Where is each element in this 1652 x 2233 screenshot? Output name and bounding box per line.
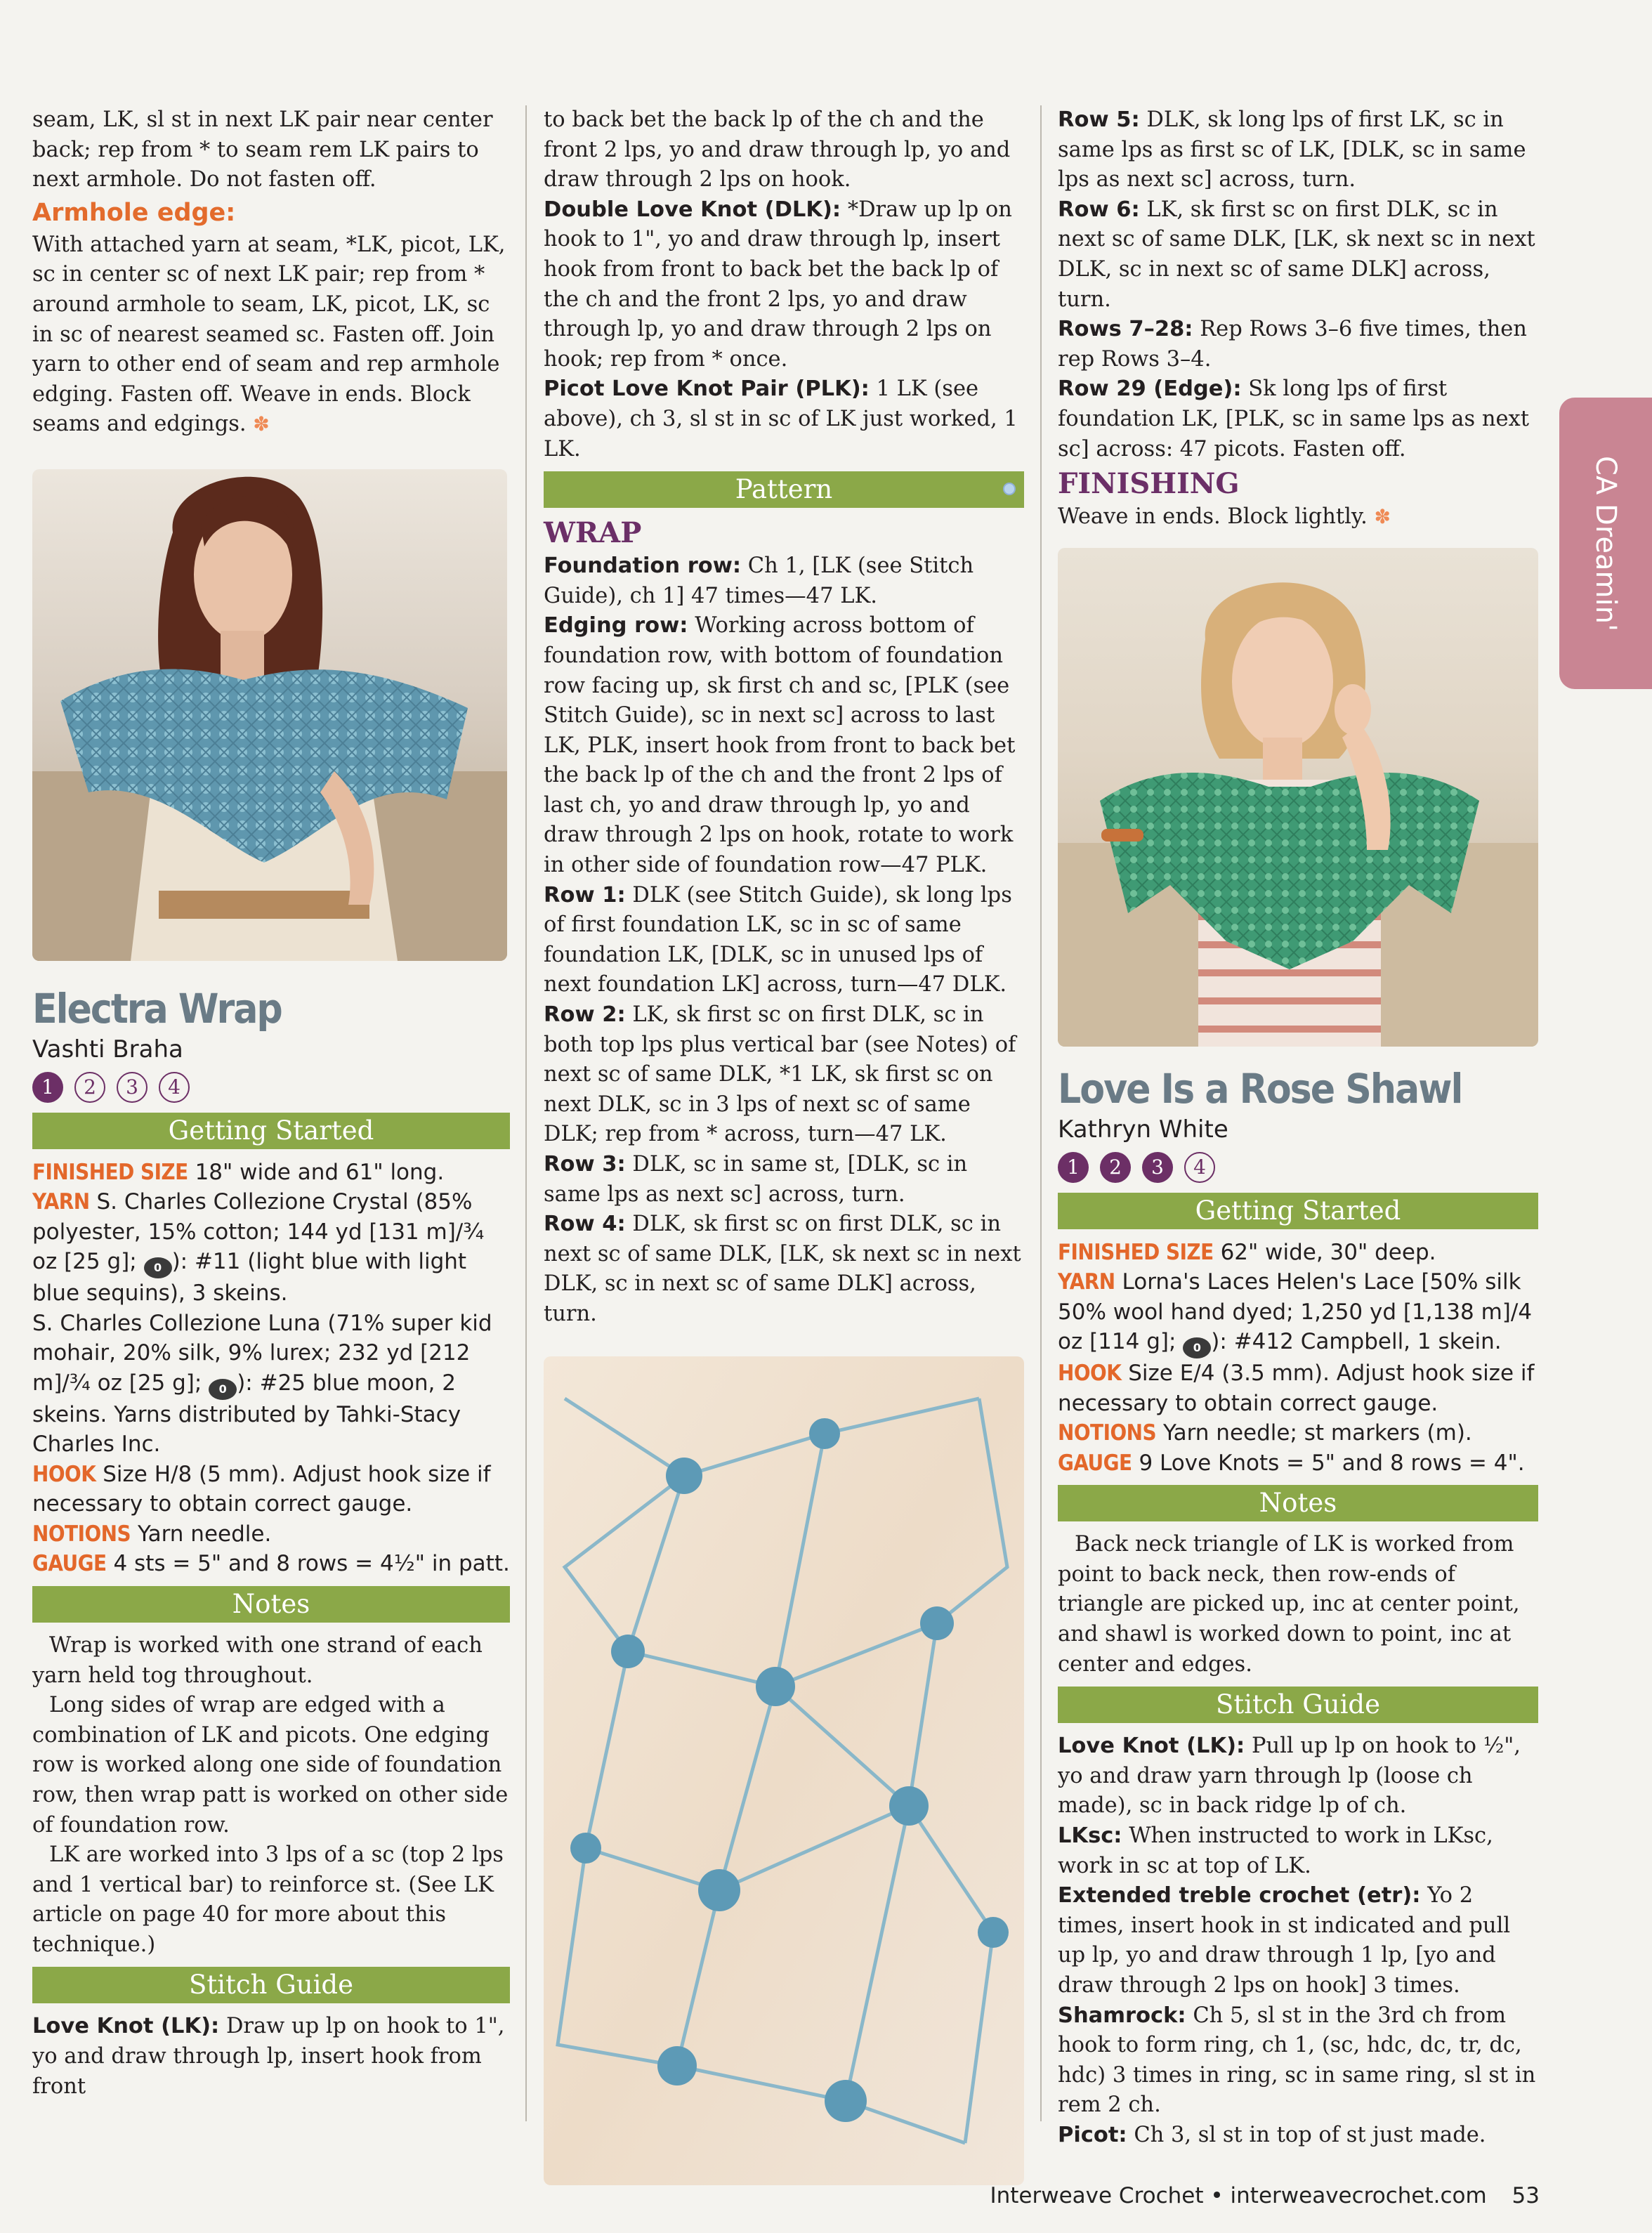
armhole-edge-heading: Armhole edge: [32,198,236,227]
pattern-row: Row 3: DLK, sc in same st, [DLK, sc in same lps as next sc] across, turn. [544,1152,968,1207]
page-footer [990,2183,1540,2208]
stitch-definition: Shamrock: Ch 5, sl st in the 3rd ch from hook to form ring, ch 1, (sc, hdc, dc, tr, dc, hdc) 3 times in ring, sc in same ring, sl st in rem 2 ch. [1058,2003,1536,2118]
notes-bar: Notes [32,1586,510,1623]
finishing-text: Weave in ends. Block lightly. ✽ [1058,504,1391,530]
flower-icon: ✽ [253,412,270,436]
notions-info: NOTIONS Yarn needle; st markers (m). [1058,1420,1472,1446]
skill-level-2: 2 [1100,1152,1131,1183]
yarn-weight-icon: 0 [144,1257,172,1278]
skill-level-2: 2 [74,1072,105,1103]
skill-level-indicator [1058,1152,1538,1183]
love-knot-definition: Love Knot (LK): Draw up lp on hook to 1", yo and draw through lp, insert hook from front [32,2014,505,2099]
pattern-bar: Pattern [544,471,1024,508]
wrap-heading: WRAP [544,516,642,550]
skill-level-1: 1 [1058,1152,1089,1183]
continued-text: to back bet the back lp of the ch and the front 2 lps, yo and draw through lp, yo and draw through 2 lps on hook. [544,107,1011,192]
section-side-tab [1559,398,1652,689]
section-side-tab-label: CA Dreamin' [1589,455,1622,631]
rose-shawl-author: Kathryn White [1058,1115,1228,1144]
skill-level-indicator [32,1072,510,1103]
finished-size: FINISHED SIZE 18" wide and 61" long. [32,1159,445,1185]
column-2 [544,105,1024,2185]
stitch-guide-bar: Stitch Guide [32,1967,510,2003]
yarn-info: YARN S. Charles Collezione Crystal (85% polyester, 15% cotton; 144 yd [131 m]/¾ oz [25 g]; 0 ): #11 (light blue with light blue sequins), 3 skeins. [32,1189,485,1307]
pattern-row: Row 29 (Edge): Sk long lps of first foundation LK, [PLK, sc in same lps as next sc] across: 47 picots. Fasten off. [1058,376,1529,461]
column-1 [32,105,510,2102]
skill-level-1: 1 [32,1072,63,1103]
hook-info: HOOK Size H/8 (5 mm). Adjust hook size if necessary to obtain correct gauge. [32,1461,491,1517]
gauge-info: GAUGE 9 Love Knots = 5" and 8 rows = 4". [1058,1450,1525,1476]
pattern-row: Row 5: DLK, sk long lps of first LK, sc in same lps as first sc of LK, [DLK, sc in same lps as next sc] across, turn. [1058,107,1526,192]
notes-paragraph: Long sides of wrap are edged with a combination of LK and picots. One edging row is worked along one side of foundation row, then wrap patt is worked on other side of foundation row. [32,1693,509,1838]
flower-icon: ✽ [1374,505,1391,529]
skill-level-3: 3 [117,1072,148,1103]
electra-wrap-photo [32,469,507,961]
electra-wrap-author: Vashti Braha [32,1035,183,1063]
pattern-row: Row 2: LK, sk first sc on first DLK, sc in both top lps plus vertical bar (see Notes) of next sc of same DLK, *1 LK, sk first sc on next DLK, sc in 3 lps of next sc of same DLK; rep from * across, turn—47 LK. [544,1002,1016,1147]
electra-wrap-title: Electra Wrap [32,984,282,1033]
continued-text: seam, LK, sl st in next LK pair near center back; rep from * to seam rem LK pairs to next armhole. Do not fasten off. [32,107,493,192]
stitch-definition: Picot: Ch 3, sl st in top of st just made. [1058,2122,1486,2147]
getting-started-bar: Getting Started [1058,1193,1538,1229]
column-rule-1 [525,105,527,2121]
rose-shawl-title: Love Is a Rose Shawl [1058,1064,1462,1113]
footer-bullet: • [1210,2183,1224,2208]
magazine-name: Interweave Crochet [990,2183,1204,2208]
skill-level-3: 3 [1142,1152,1173,1183]
stitch-definition: Extended treble crochet (etr): Yo 2 times, insert hook in st indicated and pull up lp, yo and draw through 1 lp, [yo and draw through 2 lps on hook] 3 times. [1058,1883,1511,1998]
website-url: interweavecrochet.com [1230,2183,1487,2208]
stitch-definition: LKsc: When instructed to work in LKsc, work in sc at top of LK. [1058,1823,1493,1878]
notes-paragraph: LK are worked into 3 lps of a sc (top 2 lps and 1 vertical bar) to reinforce st. (See LK article on page 40 for more about this technique.) [32,1842,504,1957]
stitch-guide-bar: Stitch Guide [1058,1687,1538,1723]
hook-info: HOOK Size E/4 (3.5 mm). Adjust hook size if necessary to obtain correct gauge. [1058,1361,1535,1416]
yarn-weight-icon: 0 [1183,1337,1211,1358]
pattern-row: Row 1: DLK (see Stitch Guide), sk long lps of first foundation LK, sc in sc of same foundation LK, [DLK, sc in unused lps of next foundation LK] across, turn—47 DLK. [544,882,1012,997]
pattern-row: Edging row: Working across bottom of foundation row, with bottom of foundation row facing up, sk first ch and sc, [PLK (see Stitch Guide), sc in next sc] across to last LK, PLK, insert hook from front to back bet the back lp of the ch and the front 2 lps of last ch, yo and draw through lp, yo and draw through 2 lps on hook, rotate to work in other side of foundation row—47 PLK. [544,613,1016,878]
finished-size: FINISHED SIZE 62" wide, 30" deep. [1058,1239,1436,1265]
notes-paragraph: Back neck triangle of LK is worked from point to back neck, then row-ends of triangle are picked up, inc at center point, and shawl is worked down to point, inc at center and edges. [1058,1532,1520,1677]
yarn-info: YARN Lorna's Laces Helen's Lace [50% silk 50% wool hand dyed; 1,250 yd [1,138 m]/4 oz [114 g]; 0 ): #412 Campbell, 1 skein. [1058,1267,1538,1358]
finishing-heading: FINISHING [1058,467,1240,501]
pattern-row: Row 4: DLK, sk first sc on first DLK, sc in next sc of same DLK, [LK, sk next sc in next DLK, sc in next sc of same DLK] across, turn. [544,1212,1021,1326]
bead-icon [1003,483,1016,495]
column-3 [1058,105,1538,2151]
notes-paragraph: Wrap is worked with one strand of each yarn held tog throughout. [32,1632,483,1688]
skill-level-4: 4 [1184,1152,1215,1183]
picot-love-knot-definition: Picot Love Knot Pair (PLK): 1 LK (see above), ch 3, sl st in sc of LK just worked, 1 LK. [544,376,1018,461]
page-number: 53 [1512,2183,1540,2208]
pattern-row: Rows 7–28: Rep Rows 3–6 five times, then rep Rows 3–4. [1058,317,1527,372]
notions-info: NOTIONS Yarn needle. [32,1521,272,1547]
yarn-weight-icon: 0 [209,1379,237,1400]
armhole-edge-text: With attached yarn at seam, *LK, picot, LK, sc in center sc of next LK pair; rep from * around armhole to seam, LK, picot, LK, sc in sc of nearest seamed sc. Fasten off. Join yarn to other end of seam and rep armhole edging. Fasten off. Weave in ends. Block seams and edgings. ✽ [32,232,506,437]
pattern-row: Row 6: LK, sk first sc on first DLK, sc in next sc of same DLK, [LK, sk next sc in next DLK, sc in next sc of same DLK] across, turn. [1058,197,1535,312]
rose-shawl-photo [1058,548,1538,1047]
column-rule-2 [1040,105,1042,2121]
double-love-knot-definition: Double Love Knot (DLK): *Draw up lp on hook to 1", yo and draw through lp, insert hook from front to back bet the back lp of the ch and the front 2 lps, yo and draw through lp, yo and draw through 2 lps on hook; rep from * once. [544,197,1012,372]
gauge-info: GAUGE 4 sts = 5" and 8 rows = 4½" in patt. [32,1551,510,1577]
stitch-definition: Love Knot (LK): Pull up lp on hook to ½", yo and draw yarn through lp (loose ch made), sc in back ridge lp of ch. [1058,1734,1521,1819]
notes-bar: Notes [1058,1485,1538,1521]
getting-started-bar: Getting Started [32,1113,510,1149]
pattern-row: Foundation row: Ch 1, [LK (see Stitch Guide), ch 1] 47 times—47 LK. [544,554,974,608]
yarn-info-2: S. Charles Collezione Luna (71% super kid mohair, 20% silk, 9% lurex; 232 yd [212 m]/¾ oz [25 g]; 0 ): #25 blue moon, 2 skeins. Yarns distributed by Tahki-Stacy Charles Inc. [32,1310,492,1458]
skill-level-4: 4 [159,1072,190,1103]
lace-closeup-photo [544,1356,1024,2185]
